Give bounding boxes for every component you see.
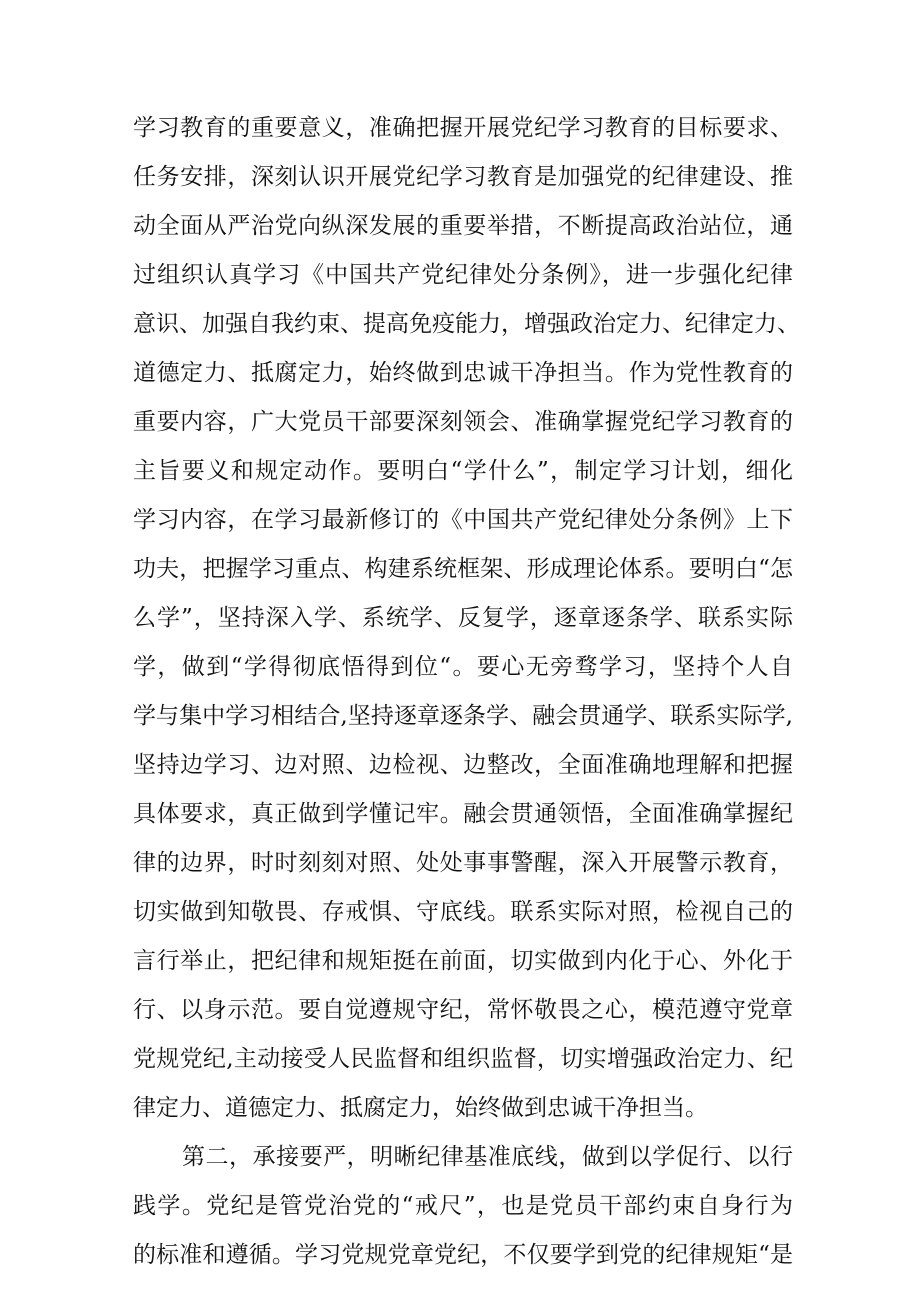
text-line: 党规党纪,主动接受人民监督和组织监督，切实增强政治定力、纪 — [133, 1046, 793, 1072]
text-line: 重要内容，广大党员干部要深刻领会、准确掌握党纪学习教育的 — [133, 409, 793, 435]
text-line: 学习教育的重要意义，准确把握开展党纪学习教育的目标要求、 — [133, 115, 793, 141]
text-line: 道德定力、抵腐定力，始终做到忠诚干净担当。作为党性教育的 — [133, 360, 793, 386]
text-line: 具体要求，真正做到学懂记牢。融会贯通领悟，全面准确掌握纪 — [133, 801, 793, 827]
text-line: 么学”，坚持深入学、系统学、反复学，逐章逐条学、联系实际 — [133, 605, 793, 631]
text-line: 任务安排，深刻认识开展党纪学习教育是加强党的纪律建设、推 — [133, 164, 793, 190]
text-line: 学与集中学习相结合,坚持逐章逐条学、融会贯通学、联系实际学, — [133, 703, 793, 729]
text-line: 的标准和遵循。学习党规党章党纪，不仅要学到党的纪律规矩“是 — [133, 1242, 793, 1268]
text-line: 律的边界，时时刻刻对照、处处事事警醒，深入开展警示教育， — [133, 850, 793, 876]
text-line: 动全面从严治党向纵深发展的重要举措，不断提高政治站位，通 — [133, 213, 793, 239]
text-line: 过组织认真学习《中国共产党纪律处分条例》，进一步强化纪律 — [133, 262, 793, 288]
text-line: 言行举止，把纪律和规矩挺在前面，切实做到内化于心、外化于 — [133, 948, 793, 974]
text-line: 践学。党纪是管党治党的“戒尺”，也是党员干部约束自身行为 — [133, 1193, 793, 1219]
text-line: 行、以身示范。要自觉遵规守纪，常怀敬畏之心，模范遵守党章 — [133, 997, 793, 1023]
text-line: 学习内容，在学习最新修订的《中国共产党纪律处分条例》上下 — [133, 507, 793, 533]
text-line: 切实做到知敬畏、存戒惧、守底线。联系实际对照，检视自己的 — [133, 899, 793, 925]
text-line: 第二，承接要严，明晰纪律基准底线，做到以学促行、以行 — [182, 1144, 793, 1170]
text-line: 坚持边学习、边对照、边检视、边整改，全面准确地理解和把握 — [133, 752, 793, 778]
text-line: 功夫，把握学习重点、构建系统框架、形成理论体系。要明白“怎 — [133, 556, 793, 582]
text-line: 律定力、道德定力、抵腐定力，始终做到忠诚干净担当。 — [133, 1095, 708, 1121]
text-line: 学，做到“学得彻底悟得到位“。要心无旁骛学习，坚持个人自 — [133, 654, 793, 680]
text-line: 意识、加强自我约束、提高免疫能力，增强政治定力、纪律定力、 — [133, 311, 800, 337]
text-line: 主旨要义和规定动作。要明白“学什么”，制定学习计划，细化 — [133, 458, 793, 484]
